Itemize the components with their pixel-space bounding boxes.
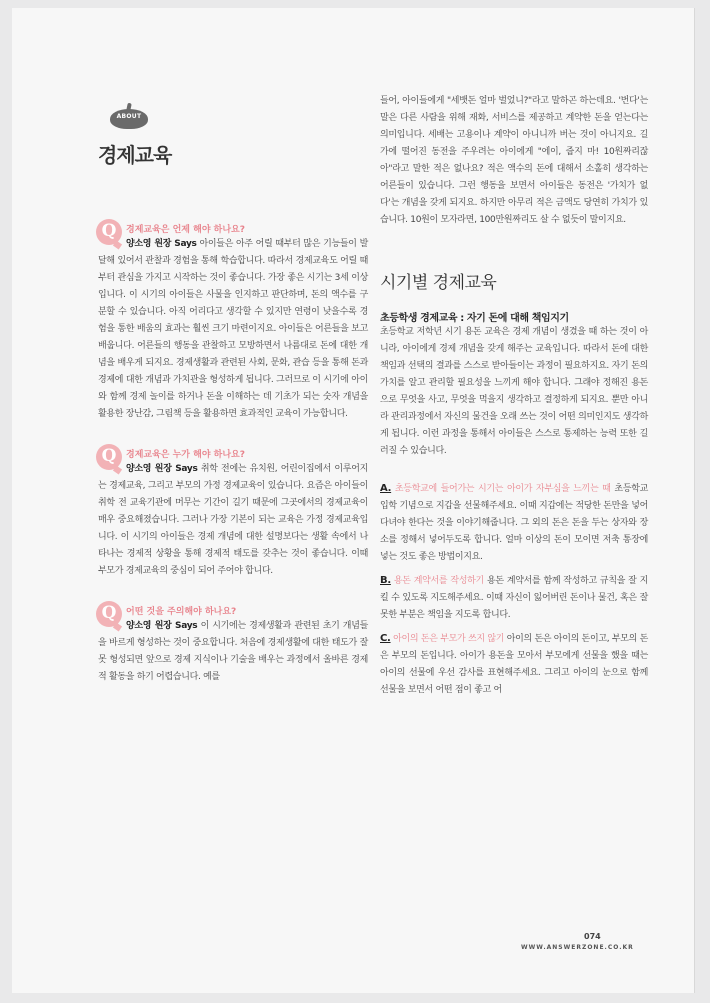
question-q-icon: Q: [96, 601, 122, 627]
magazine-page: [12, 8, 695, 993]
tip-letter: A.: [380, 483, 392, 494]
speaker-label: 양소영 원장 Says: [126, 239, 197, 249]
question-title: 어떤 것을 주의해야 하나요?: [126, 607, 237, 617]
answer-text: 취학 전에는 유치원, 어린이집에서 이루어지는 경제교육, 그리고 부모의 가정 경제교육이 있습니다. 요즘은 아이들이 취학 전 교육기관에 머무는 기간이 길기 때문에 그곳에서의 경제교육이 매우 중요해졌습니다. 그러나 가장 기본이 되는 교육은 가정 경제교육입니다. 이 시기의 아이들은 경제 개념에 대한 설명보다는 생활 속에서 나타나는 경제적 상황을 통해 경제적 태도를 갖추는 것이 좋습니다. 이때 부모가 경제교육의 중심이 되어 주어야 합니다.: [98, 464, 368, 576]
answer-body: [98, 236, 368, 423]
about-badge: [110, 103, 148, 129]
answer-text: 이 시기에는 경제생활과 관련된 초기 개념들을 바르게 형성하는 것이 중요합니다. 처음에 경제생활에 대한 태도가 잘못 형성되면 앞으로 경제 지식이나 기술을 배우는 과정에서 올바른 경제적 활동을 하기 어렵습니다. 예를: [98, 621, 368, 682]
badge-label: ABOUT: [116, 113, 142, 120]
question-title: 경제교육은 누가 해야 하나요?: [126, 450, 245, 460]
subsection-body: 초등학교 저학년 시기 용돈 교육은 경제 개념이 생겼을 때 하는 것이 아니라, 아이에게 경제 개념을 갖게 해주는 교육입니다. 따라서 돈에 대한 책임과 선택의 결과를 스스로 받아들이는 과정이 필요하지요. 자기 돈의 가치를 알고 관리할 필요성을 느끼게 해야 합니다. 그래야 정해진 용돈으로 무엇을 사고, 무엇을 먹을지 생각하고 결정하게 되지요. 뿐만 아니라 관리과정에서 자신의 물건을 오래 쓰는 것이 어떤 의미인지도 생각하게 됩니다. 이런 과정을 통해서 아이들은 스스로 통제하는 능력 또한 길러질 수 있습니다.: [380, 327, 648, 456]
tips-list: [380, 480, 648, 699]
left-column: [98, 103, 368, 686]
tip-heading: 아이의 돈은 부모가 쓰지 않기: [393, 634, 505, 644]
subsection-title: 초등학생 경제교육 : 자기 돈에 대해 책임지기: [380, 313, 569, 324]
page-number: 074: [584, 932, 601, 941]
website-url: WWW.ANSWERZONE.CO.KR: [521, 944, 634, 951]
tip-item: [380, 630, 648, 699]
tip-body: 용돈 계약서를 함께 작성하고 규칙을 잘 지킬 수 있도록 지도해주세요. 이때 자신이 잃어버린 돈이나 물건, 혹은 잘못한 부분은 책임을 지도록 합니다.: [380, 576, 649, 620]
answer-body: [98, 618, 368, 686]
tip-item: [380, 572, 648, 624]
tip-letter: B.: [380, 575, 391, 586]
section-title: 시기별 경제교육: [380, 273, 497, 293]
tip-heading: 용돈 계약서를 작성하기: [393, 576, 484, 586]
speaker-label: 양소영 원장 Says: [126, 621, 198, 631]
tip-body: 아이의 돈은 아이의 돈이고, 부모의 돈은 부모의 돈입니다. 아이가 용돈을 모아서 부모에게 선물을 했을 때는 아이의 선물에 우선 감사를 표현해주세요. 그리고 아이의 눈으로 함께 선물을 보면서 어떤 점이 좋고 어: [380, 634, 649, 695]
answer-text: 아이들은 아주 어릴 때부터 많은 기능들이 발달해 있어서 관찰과 경험을 통해 학습합니다. 따라서 경제교육도 어릴 때부터 관심을 가지고 시작하는 것이 좋습니다. 가장 좋은 시기는 3세 이상입니다. 이 시기의 아이들은 사물을 인지하고 판단하며, 돈의 액수를 구분할 수 있습니다. 아직 어리다고 생각할 수 있지만 연령이 낮을수록 경험을 통한 배움의 효과는 훨씬 크기 마련이지요. 아이들은 어른들을 보고 배웁니다. 어른들의 행동을 관찰하고 모방하면서 나름대로 돈에 대한 개념을 배우게 되지요. 경제생활과 관련된 사회, 문화, 관습 등을 통해 돈과 경제에 대한 개념과 가치관을 형성하게 됩니다. 그러므로 이 시기에 아이와 함께 경제 놀이를 하거나 돈을 이해하는 데 기초가 되는 숫자 개념을 활용한 장난감, 그림책 등을 활용하면 효과적인 교육이 가능합니다.: [98, 239, 368, 419]
qa-block-caution: [98, 604, 368, 686]
answer-body: [98, 461, 368, 580]
right-column: [380, 93, 648, 705]
qa-block-who: [98, 447, 368, 580]
speaker-label: 양소영 원장 Says: [126, 464, 198, 474]
tip-body: 초등학교 입학 기념으로 지갑을 선물해주세요. 이때 지갑에는 적당한 돈만을 넣어 다녀야 한다는 것을 이야기해줍니다. 그 외의 돈은 돈을 두는 상자와 장소를 정해서 넣어두도록 합니다. 얼마 이상의 돈이 모이면 저축 통장에 넣는 것도 좋은 방법이지요.: [380, 484, 648, 562]
question-title: 경제교육은 언제 해야 하나요?: [126, 225, 245, 235]
page-title: 경제교육: [98, 143, 172, 167]
tip-heading: 초등학교에 들어가는 시기는 아이가 자부심을 느끼는 때: [394, 484, 611, 494]
qa-block-when: [98, 222, 368, 423]
tip-letter: C.: [380, 633, 391, 644]
intro-paragraph: 들어, 아이들에게 "세뱃돈 얼마 벌었니?"라고 말하곤 하는데요. '번다'는 말은 다른 사람을 위해 재화, 서비스를 제공하고 계약한 돈을 얻는다는 의미입니다. 세배는 고용이나 계약이 아니니까 버는 것이 아니지요. 길가에 떨어진 동전을 주우려는 아이에게 "에이, 줍지 마! 10원짜리잖아"라고 말한 적은 없나요? 적은 액수의 돈에 대해서 소홀히 생각하는 어른들이 있습니다. 그런 행동을 보면서 아이들은 동전은 '가치가 없다'는 개념을 갖게 되지요. 하지만 아무리 적은 금액도 당연히 가치가 있습니다. 10원이 모자라면, 100만원짜리도 살 수 없듯이 말이지요.: [380, 96, 648, 225]
question-q-icon: Q: [96, 444, 122, 470]
question-q-icon: Q: [96, 219, 122, 245]
tip-item: [380, 480, 648, 566]
